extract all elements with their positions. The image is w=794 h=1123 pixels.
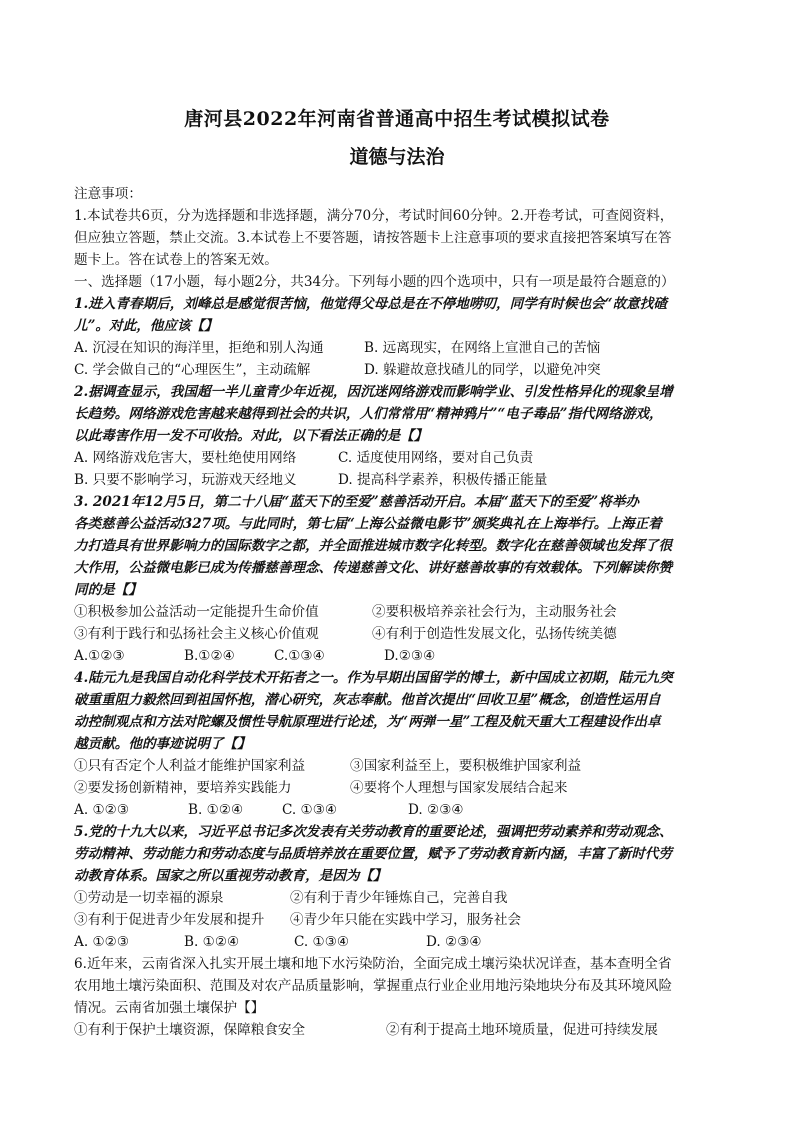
question-stem: 破重重阻力毅然回到祖国怀抱，潜心研究，灰志奉献。他首次提出“回收卫星”概念，创造性运用自 [74,692,661,708]
option-c: C. 学会做自己的“心理医生”，主动疏解 [74,362,311,378]
question-stem: 以此毒害作用一发不可收拾。对此，以下看法正确的是【】 [74,428,428,444]
option-d: D. 躲避故意找碴儿的同学，以避免冲突 [364,362,601,378]
question-stem: 大作用，公益微电影已成为传播慈善理念、传递慈善文化、讲好慈善故事的有效载体。下列解读你赞 [74,560,673,576]
statement-2: ②要积极培养亲社会行为，主动服务社会 [372,604,617,620]
answer-d: D.②③④ [384,648,436,664]
answer-d: D. ②③④ [426,934,482,950]
statement-row [74,756,581,776]
statement-3: ③有利于践行和弘扬社会主义核心价值观 [74,626,319,642]
statement-4: ④青少年只能在实践中学习，服务社会 [290,912,522,928]
notice-line: 1.本试卷共6页，分为选择题和非选择题，满分70分，考试时间60分钟。2.开卷考试，可查阅资料， [74,208,674,224]
option-b: B. 远离现实，在网络上宣泄自己的苦恼 [364,340,601,356]
question-stem: 越贡献。他的事迹说明了【】 [74,736,251,752]
statement-3: ③国家利益至上，要积极维护国家利益 [350,758,582,774]
question-stem: 情况。云南省加强土壤保护【】 [74,1000,265,1016]
option-row [74,338,600,358]
question-stem: 力打造具有世界影响力的国际数字之都，并全面推进城市数字化转型。数字化在慈善领域也发挥了很 [74,538,673,554]
statement-1: ①有利于保护土壤资源，保障粮食安全 [74,1022,306,1038]
question-stem: 各类慈善公益活动327项。与此同时，第七届“上海公益微电影节”颁奖典礼在上海举行。上海正着 [74,516,662,532]
question-stem: 儿”。对此，他应该【】 [74,318,218,334]
statement-row [74,1020,658,1040]
exam-subject: 道德与法治 [349,146,445,168]
question-stem: 农用地土壤污染面积、范围及对农产品质量影响，掌握重点行业企业用地污染地块分布及其环境风险 [74,978,673,994]
notice-heading: 注意事项： [74,186,142,202]
statement-4: ④有利于创造性发展文化，弘扬传统美德 [372,626,617,642]
question-stem: 同的是【】 [74,582,142,598]
statement-1: ①积极参加公益活动一定能提升生命价值 [74,604,319,620]
answer-b: B.①②④ [184,648,235,664]
question-stem: 劳动精神、劳动能力和劳动态度与品质培养放在重要位置，赋予了劳动教育新内涵，丰富了新时代劳 [74,846,673,862]
answer-c: C. ①③④ [282,802,338,818]
answer-b: B. ①②④ [188,802,244,818]
answer-row [74,646,435,666]
answer-d: D. ②③④ [408,802,464,818]
question-stem: 长趋势。网络游戏危害越来越得到社会的共识，人们常常用“精神鸦片”“电子毒品”指代网络游戏， [74,406,663,422]
answer-row [74,800,464,820]
answer-a: A. ①②③ [74,802,130,818]
answer-a: A. ①②③ [74,934,130,950]
option-c: C. 适度使用网络，要对自己负责 [338,450,534,466]
question-stem: 6.近年来，云南省深入扎实开展土壤和地下水污染防治，全面完成土壤污染状况详查，基本查明全省 [74,956,672,972]
option-row [74,360,601,380]
statement-row [74,910,521,930]
statement-2: ②要发扬创新精神，要培养实践能力 [74,780,292,796]
statement-2: ②有利于青少年锤炼自己，完善自我 [290,890,508,906]
exam-title: 唐河县2022年河南省普通高中招生考试模拟试卷 [184,108,610,130]
question-stem: 动控制观点和方法对陀螺及惯性导航原理进行论述，为“两弹一星”工程及航天重大工程建设作出卓 [74,714,661,730]
question-stem: 2.据调查显示，我国超一半儿童青少年近视，因沉迷网络游戏而影响学业、引发性格异化的现象呈增 [74,384,673,400]
option-a: A. 沉浸在知识的海洋里，拒绝和别人沟通 [74,340,324,356]
question-stem: 动教育体系。国家之所以重视劳动教育，是因为【】 [74,868,387,884]
option-row [74,470,547,490]
question-stem: 1.进入青春期后，刘峰总是感觉很苦恼，他觉得父母总是在不停地唠叨，同学有时候也会“故意找碴 [74,296,667,312]
statement-row [74,624,617,644]
notice-line: 但应独立答题，禁止交流。3.本试卷上不要答题，请按答题卡上注意事项的要求直接把答案填写在答 [74,230,672,246]
option-b: B. 只要不影响学习，玩游戏天经地义 [74,472,297,488]
notice-line: 题卡上。答在试卷上的答案无效。 [74,252,278,268]
statement-3: ③有利于促进青少年发展和提升 [74,912,265,928]
statement-4: ④要将个人理想与国家发展结合起来 [350,780,568,796]
option-a: A. 网络游戏危害大，要杜绝使用网络 [74,450,297,466]
answer-a: A.①②③ [74,648,125,664]
answer-b: B. ①②④ [184,934,240,950]
question-stem: 3. 2021年12月5日，第二十八届“蓝天下的至爱”慈善活动开启。本届“蓝天下的至爱”将举办 [74,494,640,510]
statement-1: ①劳动是一切幸福的源泉 [74,890,224,906]
statement-row [74,888,508,908]
section-heading: 一、选择题（17小题，每小题2分，共34分。下列每小题的四个选项中，只有一项是最符合题意的） [74,274,675,290]
statement-row [74,602,617,622]
question-stem: 5.党的十九大以来，习近平总书记多次发表有关劳动教育的重要论述，强调把劳动素养和劳动观念、 [74,824,673,840]
answer-c: C.①③④ [274,648,325,664]
statement-2: ②有利于提高土地环境质量，促进可持续发展 [386,1022,658,1038]
option-row [74,448,533,468]
question-stem: 4.陆元九是我国自动化科学技术开拓者之一。作为早期出国留学的博士，新中国成立初期，陆元九突 [74,670,673,686]
option-d: D. 提高科学素养，积极传播正能量 [338,472,548,488]
statement-1: ①只有否定个人利益才能维护国家利益 [74,758,306,774]
statement-row [74,778,568,798]
answer-row [74,932,482,952]
answer-c: C. ①③④ [294,934,350,950]
